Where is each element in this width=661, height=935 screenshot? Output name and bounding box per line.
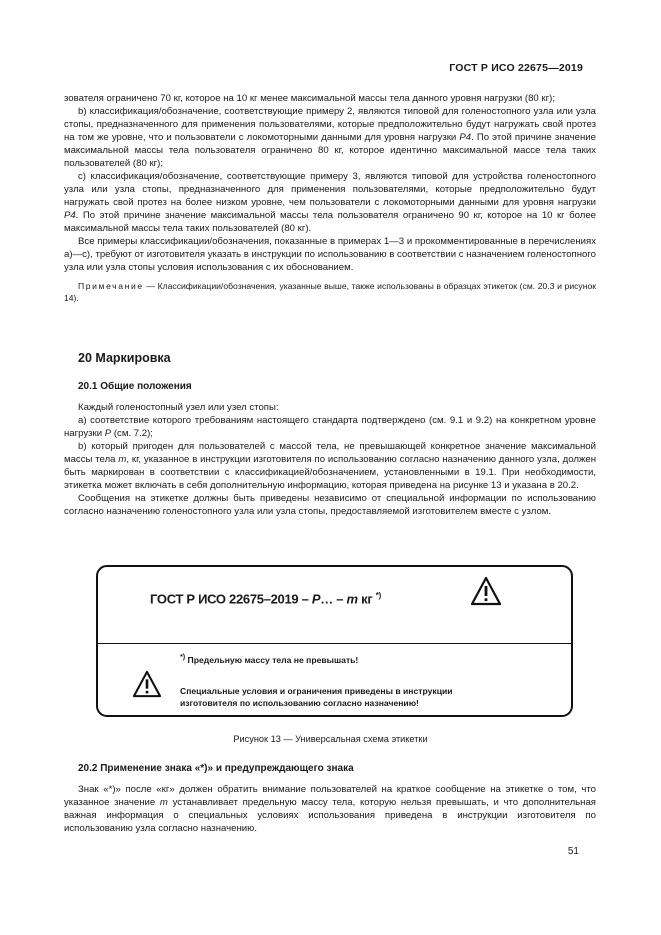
paragraph-continuation: зователя ограничено 70 кг, которое на 10 кг менее максимальной массы тела данного уровня нагрузки (80 кг); xyxy=(64,93,555,104)
subsection-heading-general: 20.1 Общие положения xyxy=(78,381,192,392)
label-designation: ГОСТ Р ИСО 22675–2019 – P… – m кг *) xyxy=(150,591,381,607)
label-scheme-figure xyxy=(96,565,573,717)
paragraph-sign-usage: Знак «*)» после «кг» должен обратить внимание пользователей на краткое сообщение на этикетке о том, что указанное значение m устанавливает предельную массу тела, которую нельзя превышать, и что дополнительная важная информация о специальных условиях использования приведена в инструкции изготовителя по использованию узла согласно назначению. xyxy=(64,784,596,834)
section-20-1 xyxy=(64,380,596,518)
text-block-top xyxy=(64,92,596,304)
label-mass-warning: *) Предельную массу тела не превышать! xyxy=(180,653,359,665)
page-number: 51 xyxy=(567,846,579,857)
paragraph-example-3: c) классификация/обозначение, соответствующие примеру 3, являются типовой для устройства голеностопного узла или узла стопы, предназначенного для применения пользователями, которые предположительно будут нагружать свой протез на более низком уровне, чем пользователи с локомоторными данными для уровня нагрузки Р4. По этой причине значение максимальной массы тела пользователя ограничено 90 кг, которое на 10 кг более максимальной массы тела таких пользователей (80 кг). xyxy=(64,171,596,234)
figure-caption: Рисунок 13 — Универсальная схема этикетки xyxy=(233,734,428,744)
paragraph-label-messages: Сообщения на этикетке должны быть приведены независимо от специальной информации по использованию согласно назначению голеностопного узла или узла стопы, предоставляемой изготовителем вместе с узлом. xyxy=(64,493,596,517)
warning-triangle-icon xyxy=(470,576,502,606)
paragraph-example-2: b) классификация/обозначение, соответствующие примеру 2, являются типовой для голеностопного узла или узла стопы, предназначенного для применения пользователями, которые предположительно будут нагружать свой протез на том же уровне, что и пользователи с локомоторными данными для уровня нагрузки Р4. По этой причине значение максимальной массы тела пользователя ограничено 80 кг, которое идентично максимальной массе тела таких пользователей (80 кг); xyxy=(64,106,596,169)
paragraph-item-b: b) который пригоден для пользователей с массой тела, не превышающей конкретное значение максимальной массы тела m, кг, указанное в инструкции изготовителя по использованию согласно назначению данного узла, должен быть маркирован в соответствии с классификацией/обозначением, установленными в 19.1. При необходимости, этикетка может включать в себя дополнительную информацию, которая приведена на рисунке 13 и указана в 20.2. xyxy=(64,441,596,491)
label-conditions-warning: Специальные условия и ограничения приведены в инструкции изготовителя по использованию согласно назначению! xyxy=(180,686,453,708)
label-top-section xyxy=(98,567,571,644)
warning-triangle-icon xyxy=(132,670,162,698)
section-20-2 xyxy=(64,762,596,835)
note: Примечание — Классификации/обозначения, указанные выше, также использованы в образцах этикеток (см. 20.3 и рисунок 14). xyxy=(64,281,596,303)
subsection-heading-sign: 20.2 Применение знака «*)» и предупреждающего знака xyxy=(78,763,354,774)
paragraph-intro: Каждый голеностопный узел или узел стопы: xyxy=(78,402,279,413)
section-20 xyxy=(64,352,596,365)
paragraph-summary: Все примеры классификации/обозначения, показанные в примерах 1—3 и прокомментированные в перечислениях а)—с), требуют от изготовителя указать в инструкции по использованию в соответствии с назначением голеностопного узла или узла стопы условия использования с их обоснованием. xyxy=(64,236,596,273)
section-heading-marking: 20 Маркировка xyxy=(78,351,171,365)
document-header: ГОСТ Р ИСО 22675—2019 xyxy=(449,62,583,74)
paragraph-item-a: a) соответствие которого требованиям настоящего стандарта подтверждено (см. 9.1 и 9.2) на конкретном уровне нагрузки Р (см. 7.2); xyxy=(64,415,596,439)
